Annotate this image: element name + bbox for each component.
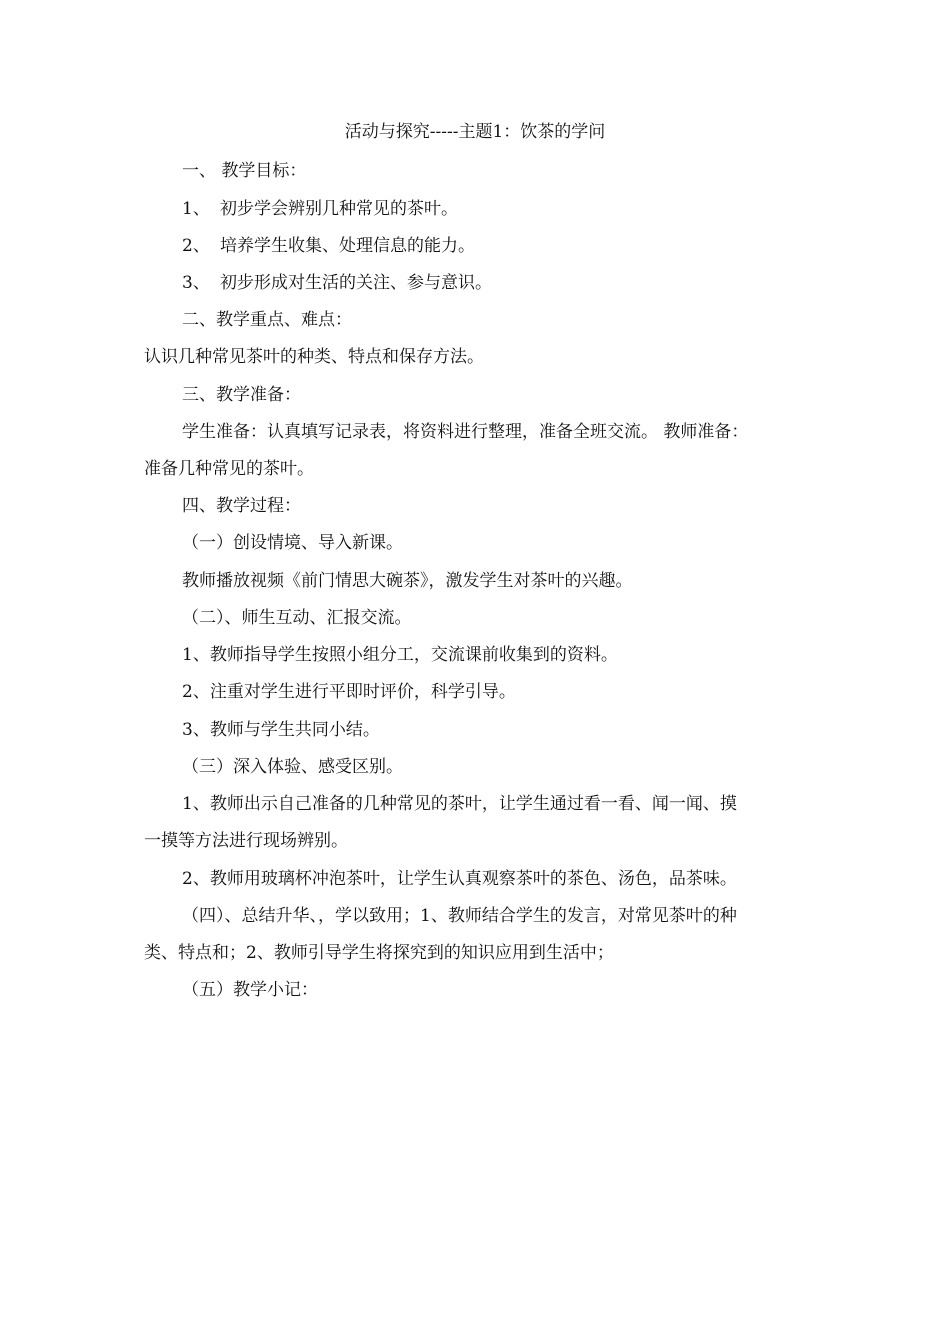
step4-line2: 类、特点和；2、教师引导学生将探究到的知识应用到生活中； <box>144 943 614 963</box>
step3-item2: 2、教师用玻璃杯冲泡茶叶，让学生认真观察茶叶的茶色、汤色，品茶味。 <box>182 869 737 889</box>
objective-text: 培养学生收集、处理信息的能力。 <box>220 236 475 256</box>
objective-item <box>182 269 492 297</box>
objective-text: 初步学会辨别几种常见的茶叶。 <box>220 199 458 219</box>
key-points-text: 认识几种常见茶叶的种类、特点和保存方法。 <box>144 347 484 367</box>
step3-item1-line2: 一摸等方法进行现场辨别。 <box>144 831 348 851</box>
objective-item <box>182 195 458 223</box>
step1-heading: （一）创设情境、导入新课。 <box>182 533 403 553</box>
objective-item <box>182 232 475 260</box>
objectives-heading: 一、 教学目标： <box>182 161 307 181</box>
step2-item: 1、教师指导学生按照小组分工，交流课前收集到的资料。 <box>182 645 618 665</box>
step2-heading: （二）、师生互动、汇报交流。 <box>182 608 412 628</box>
preparation-text-line1: 学生准备：认真填写记录表，将资料进行整理，准备全班交流。 教师准备： <box>182 422 749 442</box>
objective-number: 1、 <box>182 199 210 219</box>
objective-number: 3、 <box>182 273 210 293</box>
preparation-heading: 三、教学准备： <box>182 385 301 405</box>
document-title: 活动与探究-----主题1：饮茶的学问 <box>344 122 606 142</box>
step2-item: 2、注重对学生进行平即时评价，科学引导。 <box>182 682 516 702</box>
step2-item: 3、教师与学生共同小结。 <box>182 720 380 740</box>
step4-line1: （四）、总结升华、，学以致用；1、教师结合学生的发言，对常见茶叶的种 <box>182 906 737 926</box>
objective-number: 2、 <box>182 236 210 256</box>
objective-text: 初步形成对生活的关注、参与意识。 <box>220 273 492 293</box>
process-heading: 四、教学过程： <box>182 496 301 516</box>
step3-heading: （三）深入体验、感受区别。 <box>182 757 403 777</box>
key-points-heading: 二、教学重点、难点： <box>182 310 352 330</box>
step1-text: 教师播放视频《前门情思大碗茶》，激发学生对茶叶的兴趣。 <box>182 571 633 591</box>
preparation-text-line2: 准备几种常见的茶叶。 <box>144 459 314 479</box>
step3-item1-line1: 1、教师出示自己准备的几种常见的茶叶，让学生通过看一看、闻一闻、摸 <box>182 794 737 814</box>
step5-heading: （五）教学小记： <box>182 980 318 1000</box>
